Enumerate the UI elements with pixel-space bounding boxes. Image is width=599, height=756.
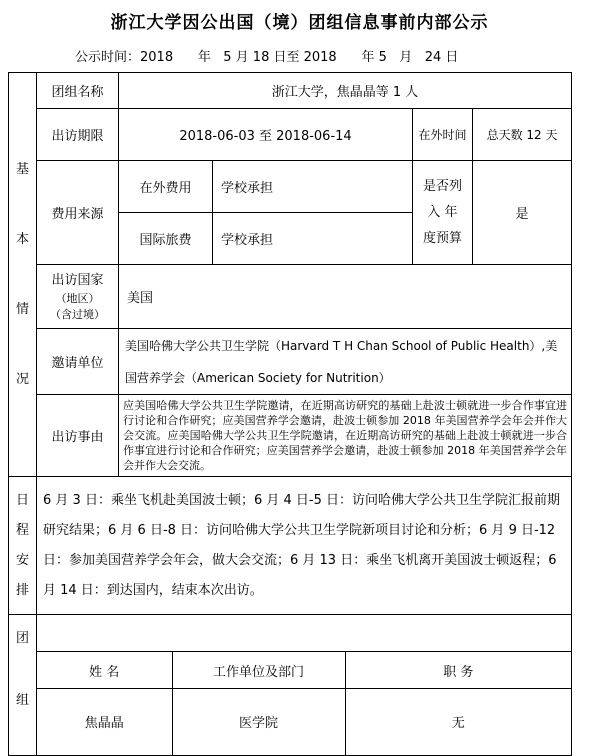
abroad-fee-label: 在外费用	[119, 161, 213, 213]
country-label-line: （地区）	[55, 291, 100, 305]
reason-label: 出访事由	[37, 395, 119, 477]
publish-time: 公示时间：2018 年 5 月 18 日至 2018 年 5 月 24 日	[75, 50, 459, 65]
basic-section-label	[9, 73, 37, 477]
basic-char: 基	[15, 161, 29, 177]
budget-label-line: 入 年	[427, 204, 458, 220]
page-title: 浙江大学因公出国（境）团组信息事前内部公示	[110, 13, 489, 33]
table-row	[37, 689, 571, 755]
fee-source-label: 费用来源	[37, 161, 119, 265]
budget-label	[413, 161, 473, 265]
schedule-section-label	[9, 477, 37, 615]
group-char: 团	[15, 631, 29, 646]
budget-label-line: 度预算	[422, 230, 462, 246]
country-value: 美国	[119, 265, 572, 329]
budget-value: 是	[473, 161, 572, 265]
days-value: 总天数 12 天	[473, 109, 572, 161]
header-name: 姓 名	[37, 652, 172, 689]
days-label: 在外时间	[413, 109, 473, 161]
period-label: 出访期限	[37, 109, 119, 161]
member-name: 焦晶晶	[37, 689, 172, 755]
invite-label: 邀请单位	[37, 329, 119, 395]
info-table	[8, 72, 572, 756]
member-unit: 医学院	[172, 689, 345, 755]
reason-value: 应美国哈佛大学公共卫生学院邀请，在近期高访研究的基础上赴波士顿就进一步合作事宜进行讨论和合作研究；应美国营养学会邀请，赴波士顿参加 2018 年美国营养学会年会并作大会交流。应美国哈佛大学公共卫生学院邀请，在近期高访研究的基础上赴波士顿就进一步合作事宜进行讨论和合作研究；应美国营养学会邀请，赴波士顿参加 2018 年美国营养学会年会并作大会交流。	[119, 395, 572, 477]
group-members	[37, 615, 572, 756]
invite-value: 美国哈佛大学公共卫生学院（Harvard T H Chan School of Public Health）,美国营养学会（American Society for Nutrition）	[119, 329, 572, 395]
country-label-line: （含过境）	[50, 307, 105, 321]
budget-label-line: 是否列	[422, 178, 462, 194]
header-title: 职 务	[345, 652, 571, 689]
members-table	[37, 651, 571, 755]
schedule-char: 日	[15, 492, 29, 508]
country-label	[37, 265, 119, 329]
member-title: 无	[345, 689, 571, 755]
schedule-text: 6 月 3 日：乘坐飞机赴美国波士顿；6 月 4 日-5 日：访问哈佛大学公共卫生学院汇报前期研究结果；6 月 6 日-8 日：访问哈佛大学公共卫生学院新项目讨论和分析；6 月 9 日-12 日：参加美国营养学会年会，做大会交流；6 月 13 日：乘坐飞机离开美国波士顿返程；6 月 14 日：到达国内，结束本次出访。	[37, 477, 572, 615]
header-unit: 工作单位及部门	[172, 652, 345, 689]
basic-char: 情	[15, 301, 29, 317]
travel-fee-value: 学校承担	[213, 213, 413, 265]
schedule-char: 程	[15, 522, 29, 538]
travel-fee-label: 国际旅费	[119, 213, 213, 265]
schedule-char: 安	[15, 552, 29, 568]
group-name-label: 团组名称	[37, 73, 119, 109]
basic-char: 况	[15, 371, 29, 387]
abroad-fee-value: 学校承担	[213, 161, 413, 213]
group-section-label	[9, 615, 37, 756]
country-label-line: 出访国家	[51, 272, 104, 288]
group-name-value: 浙江大学，焦晶晶等 1 人	[119, 73, 572, 109]
period-value: 2018-06-03 至 2018-06-14	[119, 109, 413, 161]
schedule-char: 排	[15, 582, 29, 598]
basic-char: 本	[15, 231, 29, 247]
group-char: 组	[15, 693, 29, 708]
